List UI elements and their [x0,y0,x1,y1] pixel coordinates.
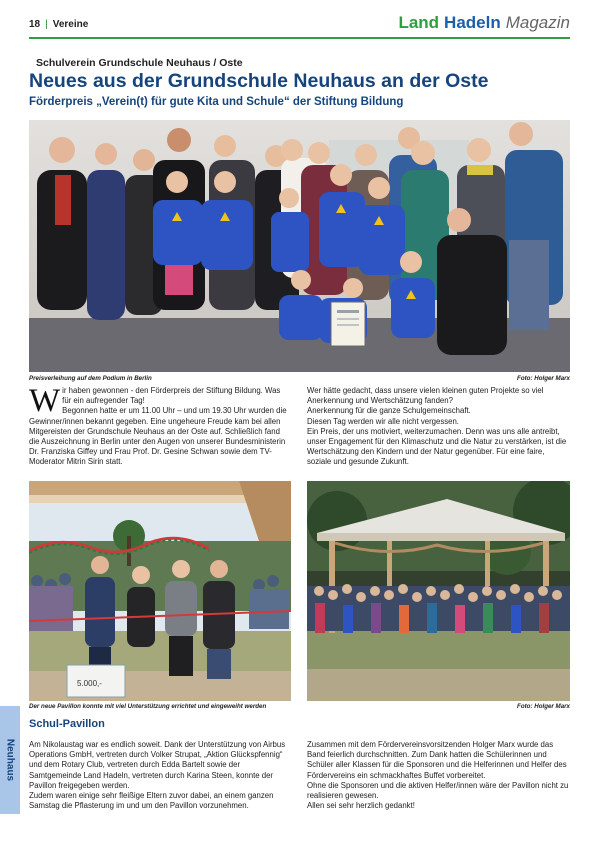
magazine-logo [398,13,570,33]
article-subtitle: Förderpreis „Verein(t) für gute Kita und Schule“ der Stiftung Bildung [29,96,404,108]
header-separator: | [45,19,48,30]
drop-cap: W [29,383,61,419]
text-column-2 [307,386,570,468]
section-side-tab [0,706,20,814]
text-column-4 [307,740,570,811]
pavilion-photo [307,481,570,701]
header-rule [29,37,570,39]
col4-paragraph-3: Allen sei sehr herzlich gedankt! [307,801,415,811]
col4-paragraph-2: Ohne die Sponsoren und die aktiven Helfer/innen wäre der Pavillon nicht zu realisieren gewesen. [307,780,569,801]
col3-paragraph-2: Zudem waren einige sehr fleißige Eltern zuvor dabei, an einem ganzen Samstag die Pflasterung im und um den Pavillon vorzunehmen. [29,791,274,811]
section-heading: Schul-Pavillon [29,718,105,730]
article-title: Neues aus der Grundschule Neuhaus an der Oste [29,70,489,92]
col2-paragraph-4: Ein Preis, der uns motiviert, weiterzumachen. Denn was uns alle antreibt, unser Engagement für den Klimaschutz und die Natur zu verstärken, ist die Wertschätzung den Kindern und der Natur gegenüber. Für eine faire, soziale und gesunde Zukunft. [307,426,567,467]
logo-hadeln: Hadeln [444,13,501,32]
text-column-3 [29,740,291,811]
col3-paragraph-1: Am Nikolaustag war es endlich soweit. Dank der Unterstützung von Airbus Operations GmbH, vertreten durch Volker Strupat, „Aktion Glückspfennig“ und dem Rotary Club, vertreten durch Edda Bartelt sowie der Samtgemeinde Land Hadeln, vertreten durch Karina Steen, konnte der Pavillon freigegeben werden. [29,740,286,790]
award-ceremony-photo [29,120,570,372]
photo1-caption: Preisverleihung auf dem Podium in Berlin [29,375,152,382]
photo2-caption: Der neue Pavillon konnte mit viel Unterstützung errichtet und eingeweiht werden [29,703,267,710]
col2-paragraph-3: Diesen Tag werden wir alle nicht vergessen. [307,416,459,426]
page-header [29,19,88,30]
col1-paragraph-1 [29,383,291,419]
photo3-credit: Foto: Holger Marx [517,703,570,710]
col2-paragraph-2: Anerkennung für die ganze Schulgemeinschaft. [307,406,471,416]
page-number: 18 [29,19,41,30]
section-name: Vereine [52,19,89,30]
photo1-credit: Foto: Holger Marx [517,375,570,382]
col4-paragraph-1: Zusammen mit dem Fördervereinsvorsitzenden Holger Marx wurde das Band feierlich durchschnitten. Zum Dank hatten die Schülerinnen und Schüler aller Klassen für die Sponsoren und die Helferinnen und Helfer des Fördervereins ein schmackhaftes Buffet vorbereitet. [307,740,567,780]
check-amount: 5.000,- [77,679,102,688]
ribbon-cutting-photo [29,481,291,701]
col1-p1-text: ir haben gewonnen - den Förderpreis der Stiftung Bildung. Was für ein aufregender Tag! [62,386,281,406]
col1-paragraph-2: Begonnen hatte er um 11.00 Uhr – und um 19.30 Uhr wurden die Gewinner/innen bekannt gegeben. Eine ungeheure Freude kam bei allen Mitgereisten der Grundschule Neuhaus an der Oste auf. Schließlich fand die Auszeichnung in Berlin unter den Augen von unserer Bundesministerin Dr. Franziska Giffey und Frau Prof. Dr. Gesine Schwan sowie dem TV-Moderator Mitrin Sirin statt. [29,406,287,467]
side-tab-label: Neuhaus [4,738,16,782]
logo-land: Land [398,13,440,32]
col2-paragraph-1: Wer hätte gedacht, dass unsere vielen kleinen guten Projekte so viel Anerkennung und Wertschätzung fanden? [307,386,544,406]
article-kicker: Schulverein Grundschule Neuhaus / Oste [36,57,243,69]
text-column-1 [29,383,291,468]
logo-magazin: Magazin [505,13,570,32]
